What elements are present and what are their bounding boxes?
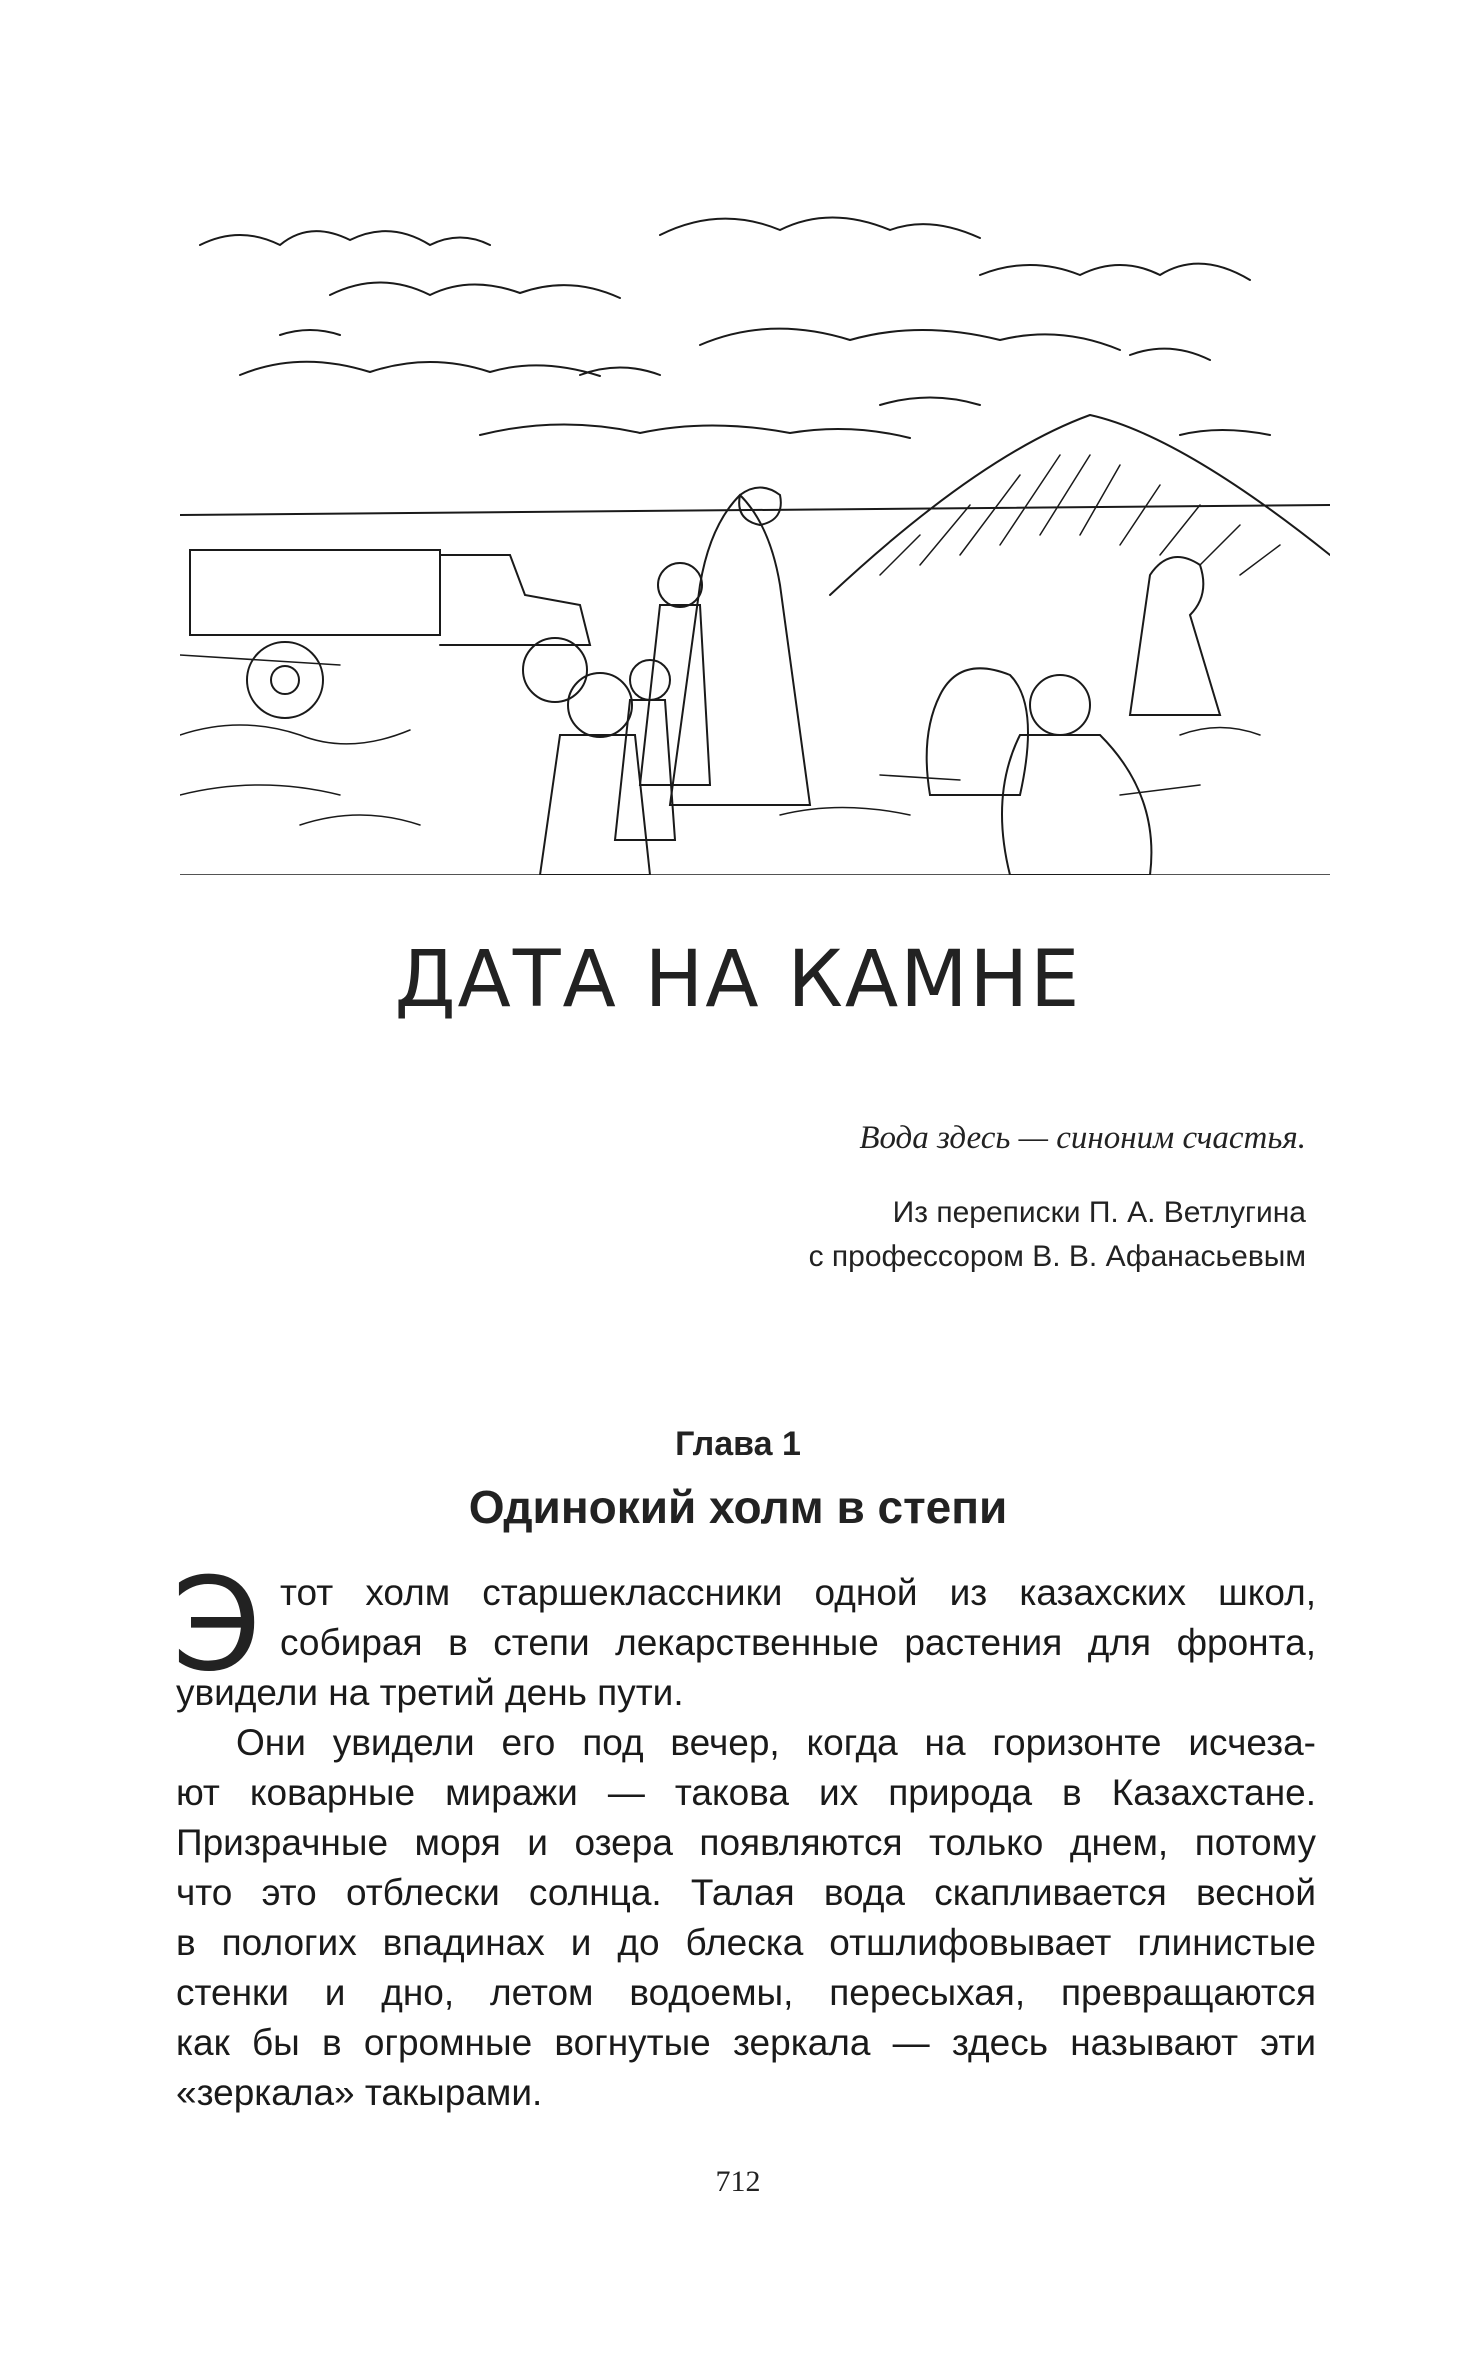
illustration-drawing — [180, 175, 1330, 875]
text-line: тот холм старшеклассники одной из казахских школ, — [280, 1572, 1316, 1613]
page-number: 712 — [715, 2165, 761, 2198]
text-line: увидели на третий день пути. — [176, 1672, 684, 1713]
body-text — [172, 1551, 1316, 2118]
kneeling-boy-head — [1030, 675, 1090, 735]
epigraph-source — [406, 1191, 1306, 1279]
steppe-scene-illustration — [180, 175, 1330, 875]
chapter-number: Глава 1 — [675, 1425, 801, 1463]
truck-wheel — [247, 642, 323, 718]
kneeling-boy-body — [1002, 735, 1151, 875]
truck-body — [190, 550, 440, 635]
boy-body-1 — [540, 735, 650, 875]
boy-body-2 — [640, 605, 710, 785]
text-line: собирая в степи лекарственные растения для фронта, — [280, 1622, 1316, 1663]
boy-head-2 — [658, 563, 702, 607]
truck-cab — [440, 555, 590, 645]
chapter-title: Одинокий холм в степи — [468, 1481, 1008, 1533]
truck-wheel-hub — [271, 666, 299, 694]
cloud-lines-2 — [280, 330, 1270, 435]
woman-figure — [670, 495, 810, 805]
text-line: Они увидели его под вечер, когда на горизонте исчеза- — [236, 1722, 1316, 1763]
text-line: как бы в огромные вогнутые зеркала — здесь называют эти — [176, 2022, 1316, 2063]
text-line: ют коварные миражи — такова их природа в Казахстане. — [176, 1772, 1316, 1813]
ground-hatching — [180, 655, 1330, 875]
truck-wheel-2 — [523, 638, 587, 702]
text-line: стенки и дно, летом водоемы, пересыхая, превращаются — [176, 1972, 1316, 2013]
epigraph-quote: Вода здесь — синоним счастья. — [859, 1120, 1306, 1156]
paragraph-2 — [176, 1718, 1316, 2118]
hill-hatching — [880, 455, 1280, 575]
text-line: что это отблески солнца. Талая вода скапливается весной — [176, 1872, 1316, 1913]
cloud-lines — [200, 218, 1250, 439]
epigraph-source-line: с профессором В. В. Афанасьевым — [808, 1240, 1306, 1273]
woman-head — [739, 488, 781, 526]
date-stone — [927, 668, 1028, 795]
drop-cap: Э — [172, 1551, 262, 1700]
text-line: в пологих впадинах и до блеска отшлифовывает глинистые — [176, 1922, 1316, 1963]
paragraph-1 — [172, 1551, 1316, 1718]
page-title: ДАТА НА КАМНЕ — [394, 935, 1082, 1025]
text-line: «зеркала» такырами. — [176, 2072, 543, 2113]
epigraph — [406, 1120, 1306, 1279]
man-right-figure — [1130, 557, 1220, 715]
text-line: Призрачные моря и озера появляются только днем, потому — [176, 1822, 1316, 1863]
epigraph-source-line: Из переписки П. А. Ветлугина — [892, 1196, 1306, 1229]
boy-head-1 — [568, 673, 632, 737]
